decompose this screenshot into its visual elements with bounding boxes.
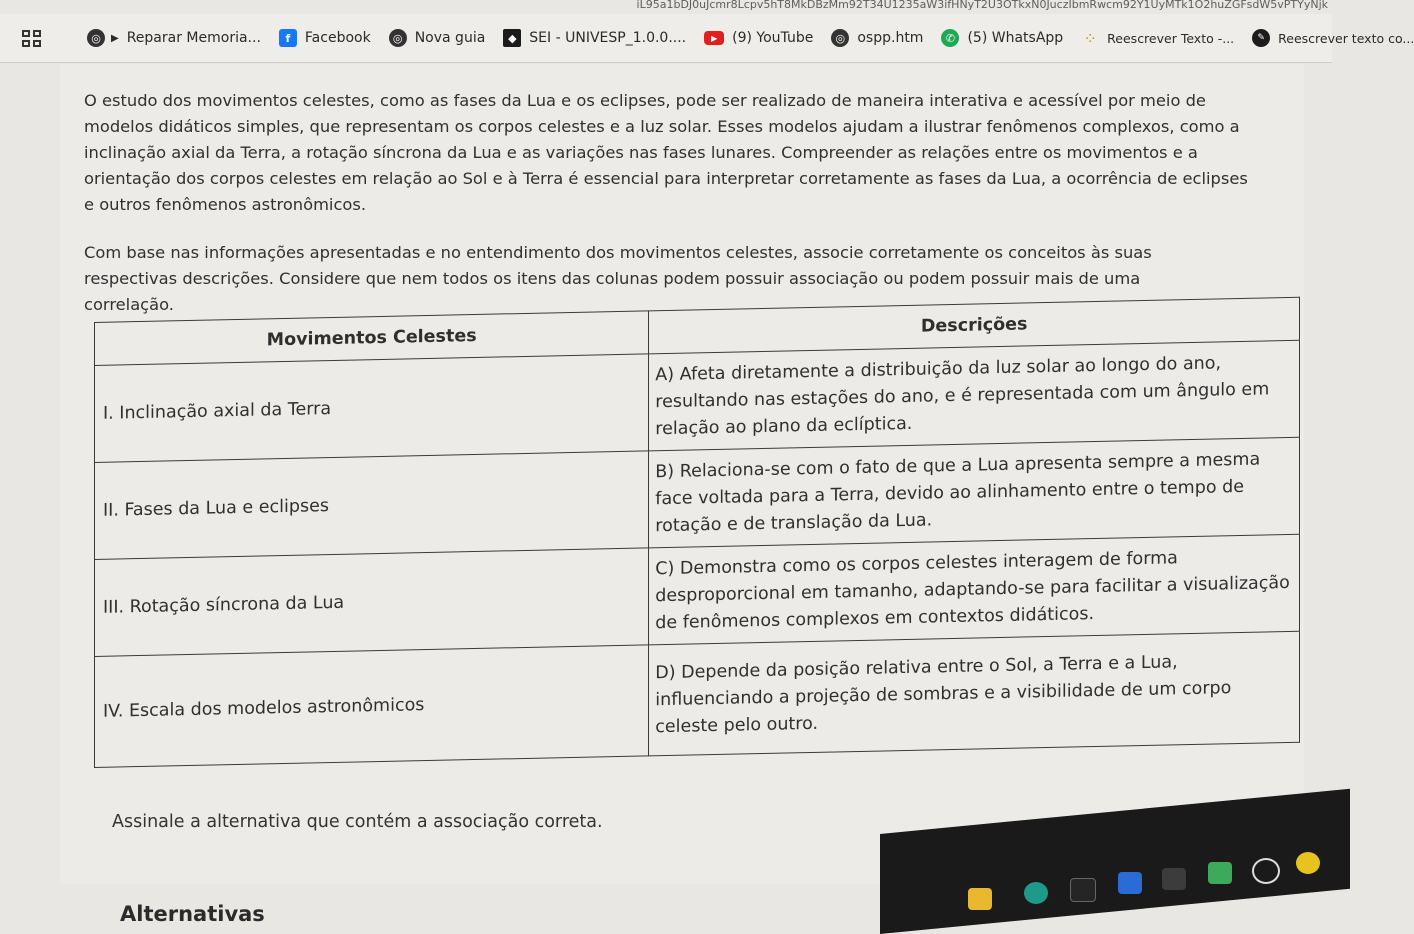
question-prompt: Assinale a alternativa que contém a associação correta. — [112, 812, 603, 832]
bookmark-ospp[interactable] — [831, 29, 923, 47]
movement-item: IV. Escala dos modelos astronômicos — [95, 645, 649, 768]
address-bar-url[interactable]: iL95a1bDJ0uJcmr8Lcpv5hT8MkDBzMm92T34U1235aW3ifHNyT2U3OTkxN0JuczIbmRwcm92Y1UyMTk1O2huZGFsdW5vPTYyNjk — [636, 0, 1328, 11]
movement-item: II. Fases da Lua e eclipses — [95, 451, 649, 560]
facebook-icon: f — [279, 29, 297, 47]
edge-icon[interactable] — [1024, 882, 1048, 904]
bookmark-label: Reescrever texto co... — [1278, 30, 1414, 46]
chrome-search-icon[interactable] — [1118, 872, 1142, 894]
media-icon[interactable] — [1162, 868, 1186, 890]
movement-item: I. Inclinação axial da Terra — [95, 354, 649, 463]
description-item: A) Afeta diretamente a distribuição da luz solar ao longo do ano, resultando nas estações do ano, e é representada com um ângulo em relação ao plano da eclíptica. — [649, 340, 1300, 451]
header-movimentos: Movimentos Celestes — [95, 311, 649, 366]
bookmark-label: Nova guia — [414, 30, 486, 46]
matching-table — [94, 297, 1300, 768]
globe-icon: ◎ — [389, 29, 407, 47]
game-icon[interactable] — [1208, 862, 1232, 884]
bookmark-label: Facebook — [304, 30, 371, 46]
bookmark-label: Reparar Memoria... — [126, 30, 261, 46]
store-icon[interactable] — [1070, 878, 1096, 902]
alternatives-heading: Alternativas — [120, 902, 265, 926]
question-page — [60, 64, 1304, 926]
globe-icon: ◎ — [831, 29, 849, 47]
description-item: B) Relaciona-se com o fato de que a Lua apresenta sempre a mesma face voltada para a Terra, devido ao alinhamento entre o tempo de rotação e de translação da Lua. — [649, 437, 1300, 548]
sei-icon: ◆ — [503, 29, 521, 47]
description-item: C) Demonstra como os corpos celestes interagem de forma desproporcional em tamanho, adaptando-se para facilitar a visualização de fenômenos complexos em contextos didáticos. — [649, 534, 1300, 645]
apps-grid-icon[interactable] — [22, 30, 41, 47]
bookmark-whatsapp[interactable] — [941, 29, 1063, 47]
instruction-paragraph: Com base nas informações apresentadas e no entendimento dos movimentos celestes, associe corretamente os conceitos às suas respectivas descrições. Considere que nem todos os itens das colunas podem possuir associação ou podem possuir mais de uma correlação. — [84, 243, 1152, 314]
opera-icon[interactable] — [1296, 852, 1320, 874]
rewrite-icon: ✎ — [1252, 29, 1270, 47]
intro-paragraph: O estudo dos movimentos celestes, como as fases da Lua e os eclipses, pode ser realizado de maneira interativa e acessível por meio de modelos didáticos simples, que representam os corpos celestes e a luz solar. Esses modelos ajudam a ilustrar fenômenos complexos, como a inclinação axial da Terra, a rotação síncrona da Lua e as variações nas fases lunares. Compreender as relações entre os movimentos e a orientação dos corpos celestes em relação ao Sol e à Terra é essencial para interpretar corretamente as fases da Lua, a ocorrência de eclipses e outros fenômenos astronômicos. — [84, 91, 1248, 214]
bookmark-label: Reescrever Texto -... — [1107, 30, 1235, 46]
bookmark-reparar-memoria[interactable] — [87, 29, 261, 47]
bookmark-facebook[interactable] — [279, 29, 371, 47]
whatsapp-icon[interactable] — [1252, 858, 1280, 884]
bookmarks-bar — [0, 14, 1414, 63]
bookmark-reescrever-texto-co[interactable] — [1252, 29, 1414, 47]
bookmark-label: (9) YouTube — [732, 30, 814, 46]
sparkle-icon: ⁘ — [1083, 28, 1097, 48]
globe-icon: ◎ — [87, 29, 105, 47]
bookmark-label: SEI - UNIVESP_1.0.0.... — [529, 30, 687, 46]
movement-item: III. Rotação síncrona da Lua — [95, 548, 649, 657]
folder-arrow-icon: ▶ — [111, 32, 119, 44]
header-descricoes: Descrições — [649, 297, 1300, 354]
bookmark-nova-guia[interactable] — [389, 29, 486, 47]
bookmark-label: ospp.htm — [857, 30, 924, 46]
bookmark-reescrever-texto[interactable] — [1081, 29, 1234, 47]
whatsapp-icon: ✆ — [941, 29, 959, 47]
file-explorer-icon[interactable] — [968, 888, 992, 910]
bookmark-youtube[interactable] — [704, 30, 813, 46]
bookmark-sei[interactable] — [503, 29, 686, 47]
bookmark-label: (5) WhatsApp — [967, 30, 1064, 46]
description-item: D) Depende da posição relativa entre o Sol, a Terra e a Lua, influenciando a projeção de sombras e a visibilidade de um corpo celeste pelo outro. — [649, 631, 1300, 756]
youtube-icon: ▶ — [704, 31, 724, 45]
taskbar-icons — [920, 848, 1330, 908]
